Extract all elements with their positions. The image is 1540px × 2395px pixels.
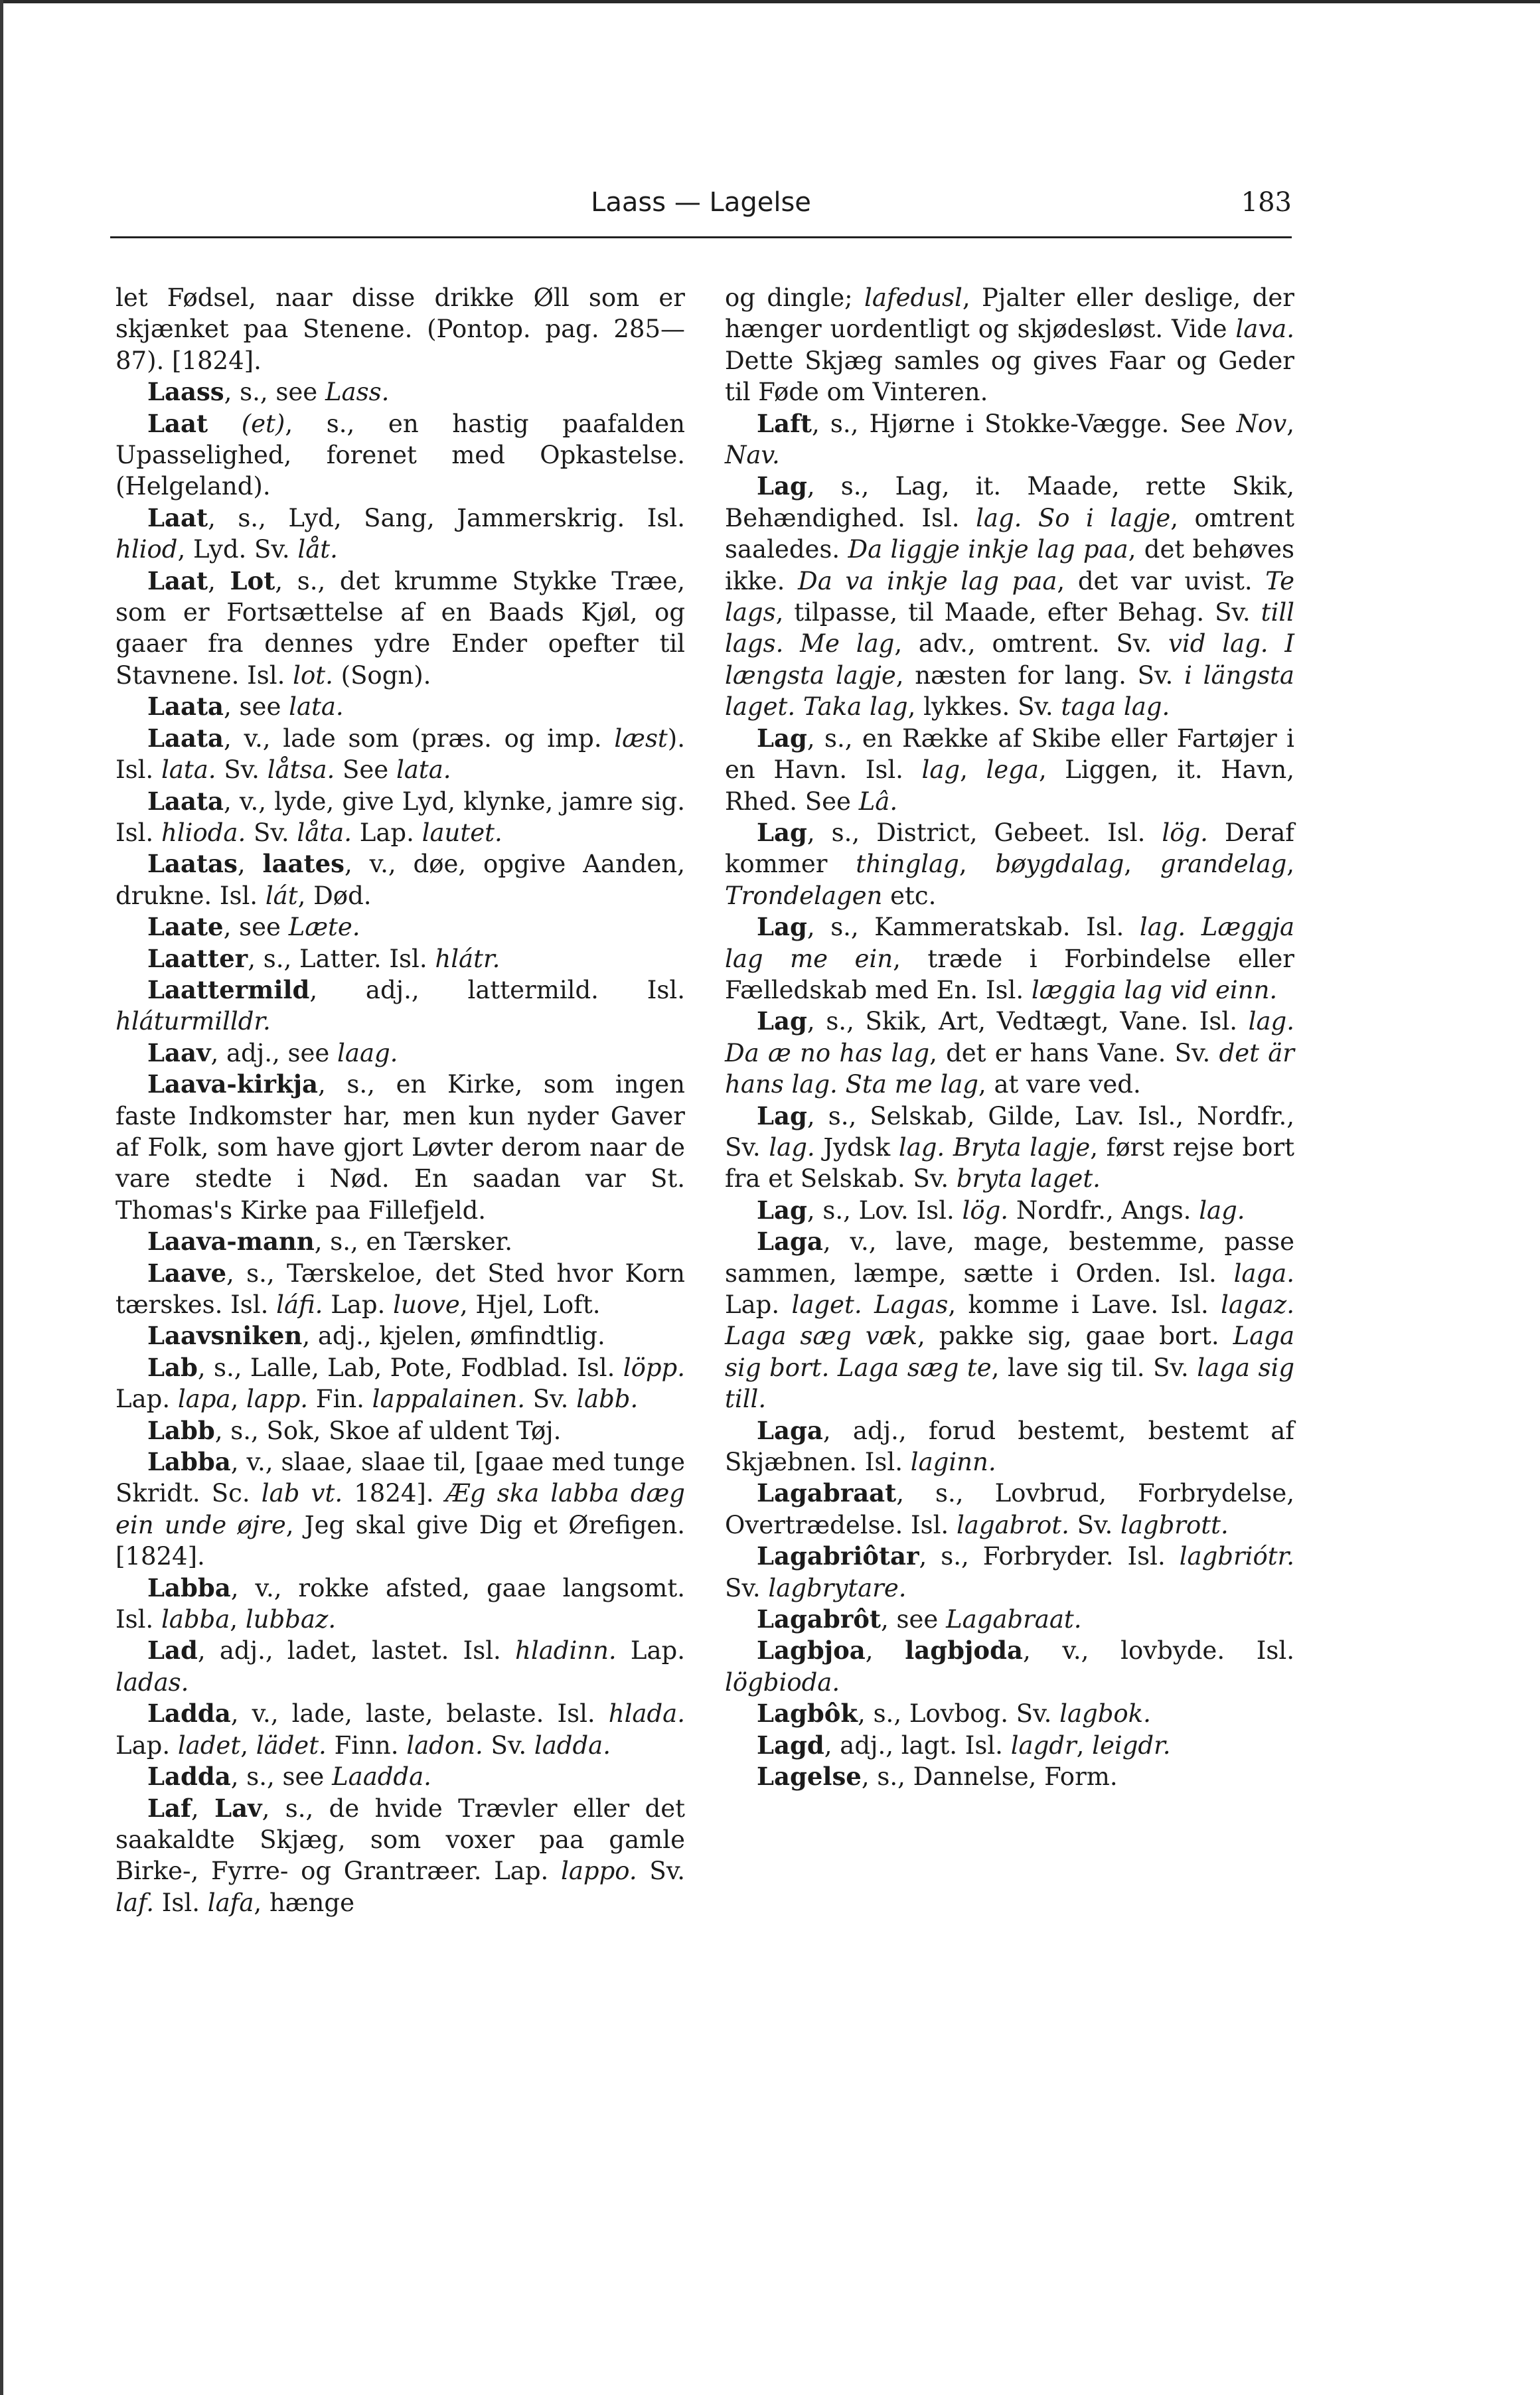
scan-edge-left xyxy=(0,0,3,2395)
dictionary-entry: Lad, adj., ladet, lastet. Isl. hladinn. Lap. ladas. xyxy=(116,1636,685,1697)
dictionary-entry: Laft, s., Hjørne i Stokke-Vægge. See Nov, Nav. xyxy=(725,408,1294,470)
dictionary-entry: Lagabriôtar, s., Forbryder. Isl. lagbriótr. Sv. lagbrytare. xyxy=(725,1541,1294,1602)
dictionary-entry: Laava-kirkja, s., en Kirke, som ingen faste Indkomster har, men kun nyder Gaver af Folk, som have gjort Løvter derom naar de vare stedte i Nød. En saadan var St. Thomas's Kirke paa Fillefjeld. xyxy=(116,1069,685,1225)
dictionary-entry: Ladda, v., lade, laste, belaste. Isl. hlada. Lap. ladet, lädet. Finn. ladon. Sv. ladda. xyxy=(116,1699,685,1760)
dictionary-entry: Lagabraat, s., Lovbrud, Forbrydelse, Overtrædelse. Isl. lagabrot. Sv. lagbrott. xyxy=(725,1478,1294,1539)
dictionary-entry: Laat (et), s., en hastig paafalden Upasselighed, forenet med Opkastelse. (Helgeland). xyxy=(116,408,686,501)
dictionary-entry: Lag, s., Lov. Isl. lög. Nordfr., Angs. lag. xyxy=(757,1195,1245,1225)
dictionary-entry: Lag, s., Lag, it. Maade, rette Skik, Behændighed. Isl. lag. So i lagje, omtrent saaledes. Da liggje inkje lag paa, det behøves ikke. Da va inkje lag paa, det var uvist. Te lags, tilpasse, til Maade, efter Behag. Sv. till lags. Me lag, adv., omtrent. Sv. vid lag. I længsta lagje, næsten for lang. Sv. i längsta laget. Taka lag, lykkes. Sv. taga lag. xyxy=(725,471,1294,722)
dictionary-entry: Laga, v., lave, mage, bestemme, passe sammen, læmpe, sætte i Orden. Isl. laga. Lap. laget. Lagas, komme i Lave. Isl. lagaz. Laga sæg væk, pakke sig, gaae bort. Laga sig bort. Laga sæg te, lave sig til. Sv. laga sig till. xyxy=(725,1227,1295,1414)
right-column xyxy=(725,282,1294,1793)
dictionary-entry: Lagabrôt, see Lagabraat. xyxy=(757,1604,1082,1634)
dictionary-entry: Laattermild, adj., lattermild. Isl. hláturmilldr. xyxy=(116,974,685,1036)
dictionary-entry: let Fødsel, naar disse drikke Øll som er skjænket paa Stenene. (Pontop. pag. 285—87). [1824]. xyxy=(116,283,685,375)
running-header xyxy=(110,187,1292,238)
dictionary-entry: Laass, s., see Lass. xyxy=(147,377,390,407)
dictionary-entry: Lag, s., District, Gebeet. Isl. lög. Deraf kommer thinglag, bøygdalag, grandelag, Trondelagen etc. xyxy=(725,817,1295,910)
header-title: Laass — Lagelse xyxy=(591,187,811,218)
dictionary-entry: Laat, s., Lyd, Sang, Jammerskrig. Isl. hliod, Lyd. Sv. låt. xyxy=(116,502,685,564)
dictionary-entry: Laate, see Læte. xyxy=(147,912,360,942)
dictionary-entry: Lag, s., Kammeratskab. Isl. lag. Læggja lag me ein, træde i Forbindelse eller Fælledskab med En. Isl. læggia lag vid einn. xyxy=(725,912,1295,1004)
scan-edge-top xyxy=(0,0,1540,3)
dictionary-entry: og dingle; lafedusl, Pjalter eller deslige, der hænger uordentligt og skjødesløst. Vide lava. Dette Skjæg samles og gives Faar og Geder til Føde om Vinteren. xyxy=(725,283,1294,407)
dictionary-entry: Lag, s., Selskab, Gilde, Lav. Isl., Nordfr., Sv. lag. Jydsk lag. Bryta lagje, først rejse bort fra et Selskab. Sv. bryta laget. xyxy=(725,1101,1295,1194)
dictionary-entry: Lagd, adj., lagt. Isl. lagdr, leigdr. xyxy=(757,1730,1171,1760)
dictionary-entry: Lab, s., Lalle, Lab, Pote, Fodblad. Isl. löpp. Lap. lapa, lapp. Fin. lappalainen. Sv. labb. xyxy=(116,1352,685,1414)
dictionary-entry: Laf, Lav, s., de hvide Trævler eller det saakaldte Skjæg, som voxer paa gamle Birke-, Fyrre- og Grantræer. Lap. lappo. Sv. laf. Isl. lafa, hænge xyxy=(116,1793,685,1917)
page-number: 183 xyxy=(1241,187,1292,218)
dictionary-entry: Labb, s., Sok, Skoe af uldent Tøj. xyxy=(147,1415,562,1445)
dictionary-entry: Lagbjoa, lagbjoda, v., lovbyde. Isl. lögbioda. xyxy=(725,1636,1294,1697)
dictionary-entry: Lagelse, s., Dannelse, Form. xyxy=(757,1762,1118,1792)
dictionary-entry: Laata, v., lade som (præs. og imp. læst). Isl. lata. Sv. låtsa. See lata. xyxy=(116,723,685,785)
dictionary-entry: Labba, v., rokke afsted, gaae langsomt. Isl. labba, lubbaz. xyxy=(116,1573,685,1634)
dictionary-entry: Laga, adj., forud bestemt, bestemt af Skjæbnen. Isl. laginn. xyxy=(725,1415,1294,1477)
dictionary-entry: Laat, Lot, s., det krumme Stykke Træe, som er Fortsættelse af en Baads Kjøl, og gaaer fra dennes ydre Ender opefter til Stavnene. Isl. lot. (Sogn). xyxy=(116,566,685,690)
dictionary-entry: Laata, see lata. xyxy=(147,692,344,722)
dictionary-entry: Laatter, s., Latter. Isl. hlátr. xyxy=(147,943,501,973)
dictionary-entry: Laave, s., Tærskeloe, det Sted hvor Korn tærskes. Isl. láfi. Lap. luove, Hjel, Loft. xyxy=(116,1258,685,1319)
dictionary-entry: Laavsniken, adj., kjelen, ømfindtlig. xyxy=(147,1321,605,1351)
dictionary-entry: Laatas, laates, v., døe, opgive Aanden, drukne. Isl. lát, Død. xyxy=(116,849,685,910)
dictionary-entry: Lag, s., Skik, Art, Vedtægt, Vane. Isl. lag. Da æ no has lag, det er hans Vane. Sv. det är hans lag. Sta me lag, at vare ved. xyxy=(725,1006,1294,1099)
dictionary-entry: Laav, adj., see laag. xyxy=(147,1038,398,1067)
dictionary-entry: Laata, v., lyde, give Lyd, klynke, jamre sig. Isl. hlioda. Sv. låta. Lap. lautet. xyxy=(116,786,685,847)
left-column xyxy=(116,282,685,1918)
dictionary-entry: Ladda, s., see Laadda. xyxy=(147,1762,431,1792)
dictionary-entry: Laava-mann, s., en Tærsker. xyxy=(147,1227,512,1257)
dictionary-entry: Lagbôk, s., Lovbog. Sv. lagbok. xyxy=(757,1699,1151,1729)
dictionary-entry: Lag, s., en Række af Skibe eller Fartøjer i en Havn. Isl. lag, lega, Liggen, it. Havn, Rhed. See Lâ. xyxy=(725,723,1295,816)
dictionary-entry: Labba, v., slaae, slaae til, [gaae med tunge Skridt. Sc. lab vt. 1824]. Æg ska labba dæg ein unde øjre, Jeg skal give Dig et Ørefigen. [1824]. xyxy=(116,1447,686,1571)
